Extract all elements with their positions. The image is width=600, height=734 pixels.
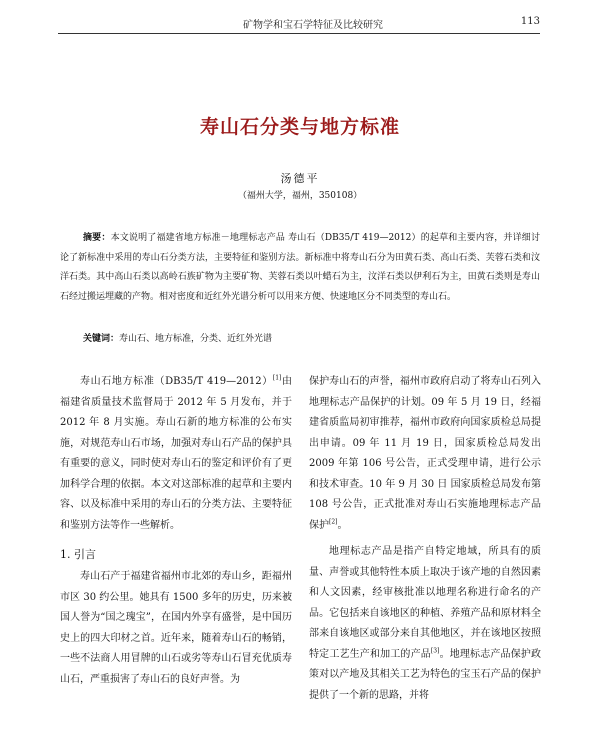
- article-title: 寿山石分类与地方标准: [199, 116, 400, 138]
- continued-paragraph: [309, 372, 541, 536]
- abstract: [60, 229, 540, 307]
- page-number: 113: [520, 16, 540, 27]
- header-divider: [58, 33, 540, 34]
- keywords: [60, 330, 540, 350]
- keywords-label: 关键词：: [83, 334, 120, 344]
- citation-ref-3: [3]: [430, 647, 440, 655]
- left-column: [60, 372, 292, 690]
- abstract-label: 摘要：: [83, 233, 111, 243]
- intro-paragraph: [60, 372, 292, 536]
- right-column: [309, 372, 541, 706]
- abstract-text: 本文说明了福建省地方标准－地理标志产品 寿山石（DB35/T 419—2012）的起草和主要内容，并详细讨论了新标准中采用的寿山石分类方法，主要特征和鉴别方法。新标准中将寿山石分为田黄石类、高山石类、芙蓉石类和汶洋石类。其中高山石类以高岭石族矿物为主要矿物、芙蓉石类以叶蜡石为主，汶洋石类以伊利石为主，田黄石类则是寿山石经过搬运埋藏的产物。相对密度和近红外光谱分析可以用来方便、快速地区分不同类型的寿山石。: [60, 233, 540, 302]
- geo-text-end: 。地理标志产品保护政策对以产地及其相关工艺为特色的宝玉石产品的保护提供了一个新的思路，并将: [309, 648, 542, 701]
- keywords-text: 寿山石、地方标准，分类、近红外光谱: [119, 334, 273, 344]
- geo-text-start: 地理标志产品是指产自特定地域，所具有的质量、声誉或其他特性本质上取决于该产地的自然因素和人文因素，经审核批准以地理名称进行命名的产品。它包括来自该地区的种植、养殖产品和原材料全部来自该地区或部分来自其他地区，并在该地区按照特定工艺生产和加工的产品: [309, 546, 541, 660]
- intro-text-end: 由福建省质量技术监督局于 2012 年 5 月发布，并于 2012 年 8 月实施。寿山石新的地方标准的公布实施，对规范寿山石市场，加强对寿山石产品的保护具有重要的意义，同时使对寿山石的鉴定和评价有了更加科学合理的依据。本文对这部标准的起草和主要内容、以及标准中采用的寿山石的分类方法、主要特征和鉴别方法等作一些解析。: [60, 376, 292, 531]
- section-heading-introduction: 1. 引言: [60, 548, 96, 561]
- author-name: 汤德平: [280, 172, 320, 185]
- running-title: 矿物学和宝石学特征及比较研究: [243, 20, 383, 31]
- intro-text-start: 寿山石地方标准（DB35/T 419—2012）: [80, 376, 273, 387]
- author-affiliation: （福州大学，福州，350108）: [237, 191, 363, 201]
- continued-text-end: 。: [337, 519, 348, 531]
- citation-ref-1: [1]: [272, 374, 282, 382]
- section1-paragraph: 寿山石产于福建省福州市北郊的寿山乡，距福州市区 30 约公里。她具有 1500 多年的历史，历来被国人誉为“国之瑰宝”，在国内外享有盛誉，是中国历史上的四大印材之首。近年来，随着寿山石的畅销，一些不法商人用冒牌的山石或劣等寿山石冒充优质寿山石，严重损害了寿山石的良好声誉。为: [60, 571, 292, 685]
- geo-indication-paragraph: [309, 542, 541, 706]
- citation-ref-2: [2]: [329, 518, 338, 526]
- continued-text: 保护寿山石的声誉，福州市政府启动了将寿山石列入地理标志产品保护的计划。09 年 5 月 19 日，经福建省质监局初审推荐，福州市政府向国家质检总局提出申请。09 年 11 月 19 日，国家质检总局发出 2009 年第 106 号公告，正式受理申请，进行公示和技术审查。10 年 9 月 30 日 国家质检总局发布第 108 号公告，正式批准对寿山石实施地理标志产品保护: [309, 376, 541, 531]
